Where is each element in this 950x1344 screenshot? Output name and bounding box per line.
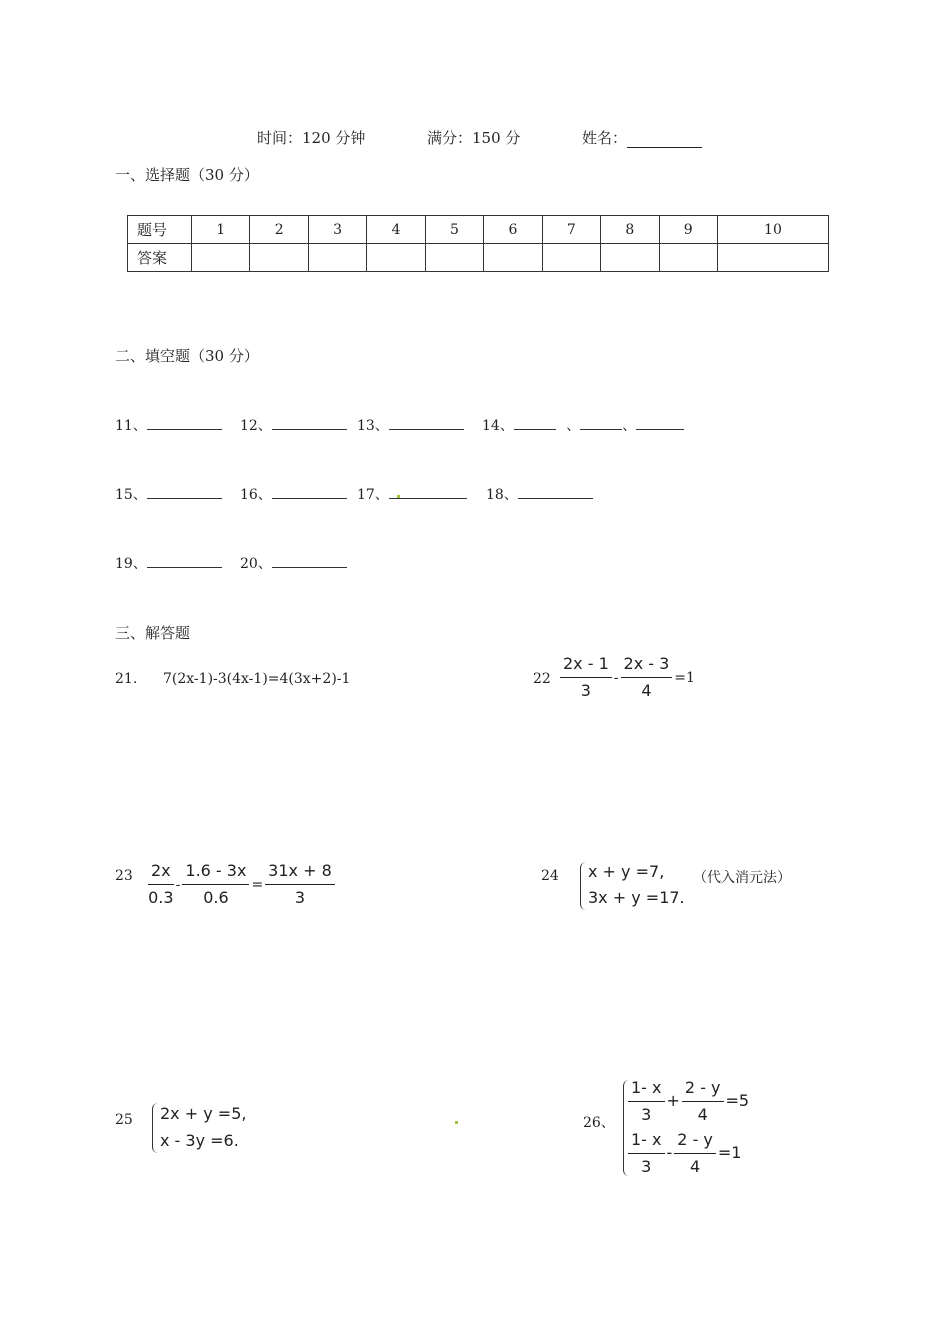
q17-blank[interactable] <box>389 484 467 499</box>
table-cell: 1 <box>192 216 250 244</box>
q18-blank[interactable] <box>518 484 593 499</box>
fraction <box>265 861 335 908</box>
denominator: 4 <box>697 1105 708 1124</box>
table-cell: 8 <box>601 216 659 244</box>
denominator: 4 <box>641 681 652 700</box>
table-row <box>128 216 829 244</box>
fill-q15 <box>115 484 222 504</box>
answer-cell[interactable] <box>425 244 483 272</box>
fill-q11 <box>115 415 222 435</box>
fill-q19 <box>115 553 222 573</box>
answer-cell[interactable] <box>192 244 250 272</box>
operator: - <box>666 1143 673 1162</box>
q19-label: 19、 <box>115 556 147 572</box>
numerator: 31x + 8 <box>265 861 335 885</box>
q14-sep: 、 <box>622 418 637 434</box>
answer-cell[interactable] <box>601 244 659 272</box>
score-label: 满分：150 分 <box>427 129 521 147</box>
numerator: 2x - 1 <box>560 654 612 678</box>
q26-row2 <box>626 1130 741 1177</box>
q12-label: 12、 <box>240 418 272 434</box>
fraction <box>621 654 673 701</box>
numerator: 1- x <box>628 1078 665 1102</box>
denominator: 0.6 <box>203 888 229 907</box>
answer-cell[interactable] <box>308 244 366 272</box>
denominator: 3 <box>641 1157 652 1176</box>
fill-q13 <box>357 415 464 435</box>
numerator: 2x <box>148 861 174 885</box>
answer-cell[interactable] <box>250 244 308 272</box>
fraction <box>182 861 249 908</box>
rhs: =1 <box>717 1143 742 1162</box>
fill-q12 <box>240 415 347 435</box>
table-cell: 9 <box>659 216 717 244</box>
q25-line2: x - 3y =6. <box>160 1131 239 1150</box>
q11-blank[interactable] <box>147 415 222 430</box>
answer-table <box>127 215 829 272</box>
section1-title: 一、选择题（30 分） <box>115 166 259 184</box>
fraction <box>682 1078 724 1125</box>
table-row <box>128 244 829 272</box>
q12-blank[interactable] <box>272 415 347 430</box>
answer-cell[interactable] <box>484 244 542 272</box>
numerator: 2x - 3 <box>621 654 673 678</box>
q23-equation <box>146 861 337 908</box>
q25-line1: 2x + y =5, <box>160 1104 247 1123</box>
system-brace <box>152 1103 159 1153</box>
rhs: =1 <box>674 670 695 686</box>
row-header-number: 题号 <box>128 216 192 244</box>
answer-cell[interactable] <box>717 244 828 272</box>
q14-blank-1[interactable] <box>514 415 556 430</box>
answer-cell[interactable] <box>367 244 425 272</box>
fraction <box>628 1078 665 1125</box>
table-cell: 4 <box>367 216 425 244</box>
q11-label: 11、 <box>115 418 147 434</box>
q15-blank[interactable] <box>147 484 222 499</box>
q24-number: 24 <box>541 868 559 884</box>
numerator: 2 - y <box>682 1078 724 1102</box>
q15-label: 15、 <box>115 487 147 503</box>
denominator: 4 <box>690 1157 701 1176</box>
q26-row1 <box>626 1078 749 1125</box>
q19-blank[interactable] <box>147 553 222 568</box>
q21-expression: 7(2x-1)-3(4x-1)=4(3x+2)-1 <box>163 671 351 687</box>
q16-label: 16、 <box>240 487 272 503</box>
q24-note: （代入消元法） <box>693 870 791 886</box>
table-cell: 10 <box>717 216 828 244</box>
operator: + <box>666 1091 680 1110</box>
q24-line2: 3x + y =17. <box>588 888 685 907</box>
time-label: 时间：120 分钟 <box>257 129 366 147</box>
q25-number: 25 <box>115 1112 133 1128</box>
q14-blank-3[interactable] <box>636 415 684 430</box>
answer-cell[interactable] <box>542 244 600 272</box>
operator: - <box>175 877 181 893</box>
fill-q17 <box>357 484 467 504</box>
q22-number: 22 <box>533 671 551 687</box>
q18-label: 18、 <box>486 487 518 503</box>
denominator: 3 <box>641 1105 652 1124</box>
green-dot-mark <box>397 495 400 498</box>
system-brace <box>580 862 587 910</box>
table-cell: 5 <box>425 216 483 244</box>
rhs: =5 <box>725 1091 750 1110</box>
q20-label: 20、 <box>240 556 272 572</box>
table-cell: 2 <box>250 216 308 244</box>
name-label-text: 姓名： <box>582 129 628 147</box>
q24-line1: x + y =7, <box>588 862 665 881</box>
numerator: 1- x <box>628 1130 665 1154</box>
fraction <box>148 861 174 908</box>
q23-number: 23 <box>115 868 133 884</box>
name-label <box>582 127 702 148</box>
q13-label: 13、 <box>357 418 389 434</box>
numerator: 1.6 - 3x <box>182 861 249 885</box>
q20-blank[interactable] <box>272 553 347 568</box>
table-cell: 6 <box>484 216 542 244</box>
q14-label: 14、 <box>482 418 514 434</box>
q17-label: 17、 <box>357 487 389 503</box>
q21-number: 21. <box>115 671 138 687</box>
fill-q14 <box>482 415 684 435</box>
denominator: 3 <box>580 681 591 700</box>
name-blank[interactable] <box>627 131 702 148</box>
fill-q16 <box>240 484 347 504</box>
green-dot-mark <box>455 1121 458 1124</box>
denominator: 3 <box>294 888 306 907</box>
q14-blank-2[interactable] <box>580 415 622 430</box>
table-cell: 7 <box>542 216 600 244</box>
row-header-answer: 答案 <box>128 244 192 272</box>
numerator: 2 - y <box>674 1130 716 1154</box>
q14-sep: 、 <box>566 418 581 434</box>
fraction <box>628 1130 665 1177</box>
q16-blank[interactable] <box>272 484 347 499</box>
fraction <box>560 654 612 701</box>
exam-header <box>0 127 950 149</box>
q13-blank[interactable] <box>389 415 464 430</box>
operator: - <box>613 670 619 686</box>
fraction <box>674 1130 716 1177</box>
equals: = <box>251 877 264 893</box>
fill-q20 <box>240 553 347 573</box>
section3-title: 三、解答题 <box>115 624 191 642</box>
table-cell: 3 <box>308 216 366 244</box>
q22-equation <box>558 654 695 701</box>
q26-number: 26、 <box>583 1115 615 1131</box>
fill-q18 <box>486 484 593 504</box>
denominator: 0.3 <box>148 888 174 907</box>
section2-title: 二、填空题（30 分） <box>115 347 259 365</box>
answer-cell[interactable] <box>659 244 717 272</box>
